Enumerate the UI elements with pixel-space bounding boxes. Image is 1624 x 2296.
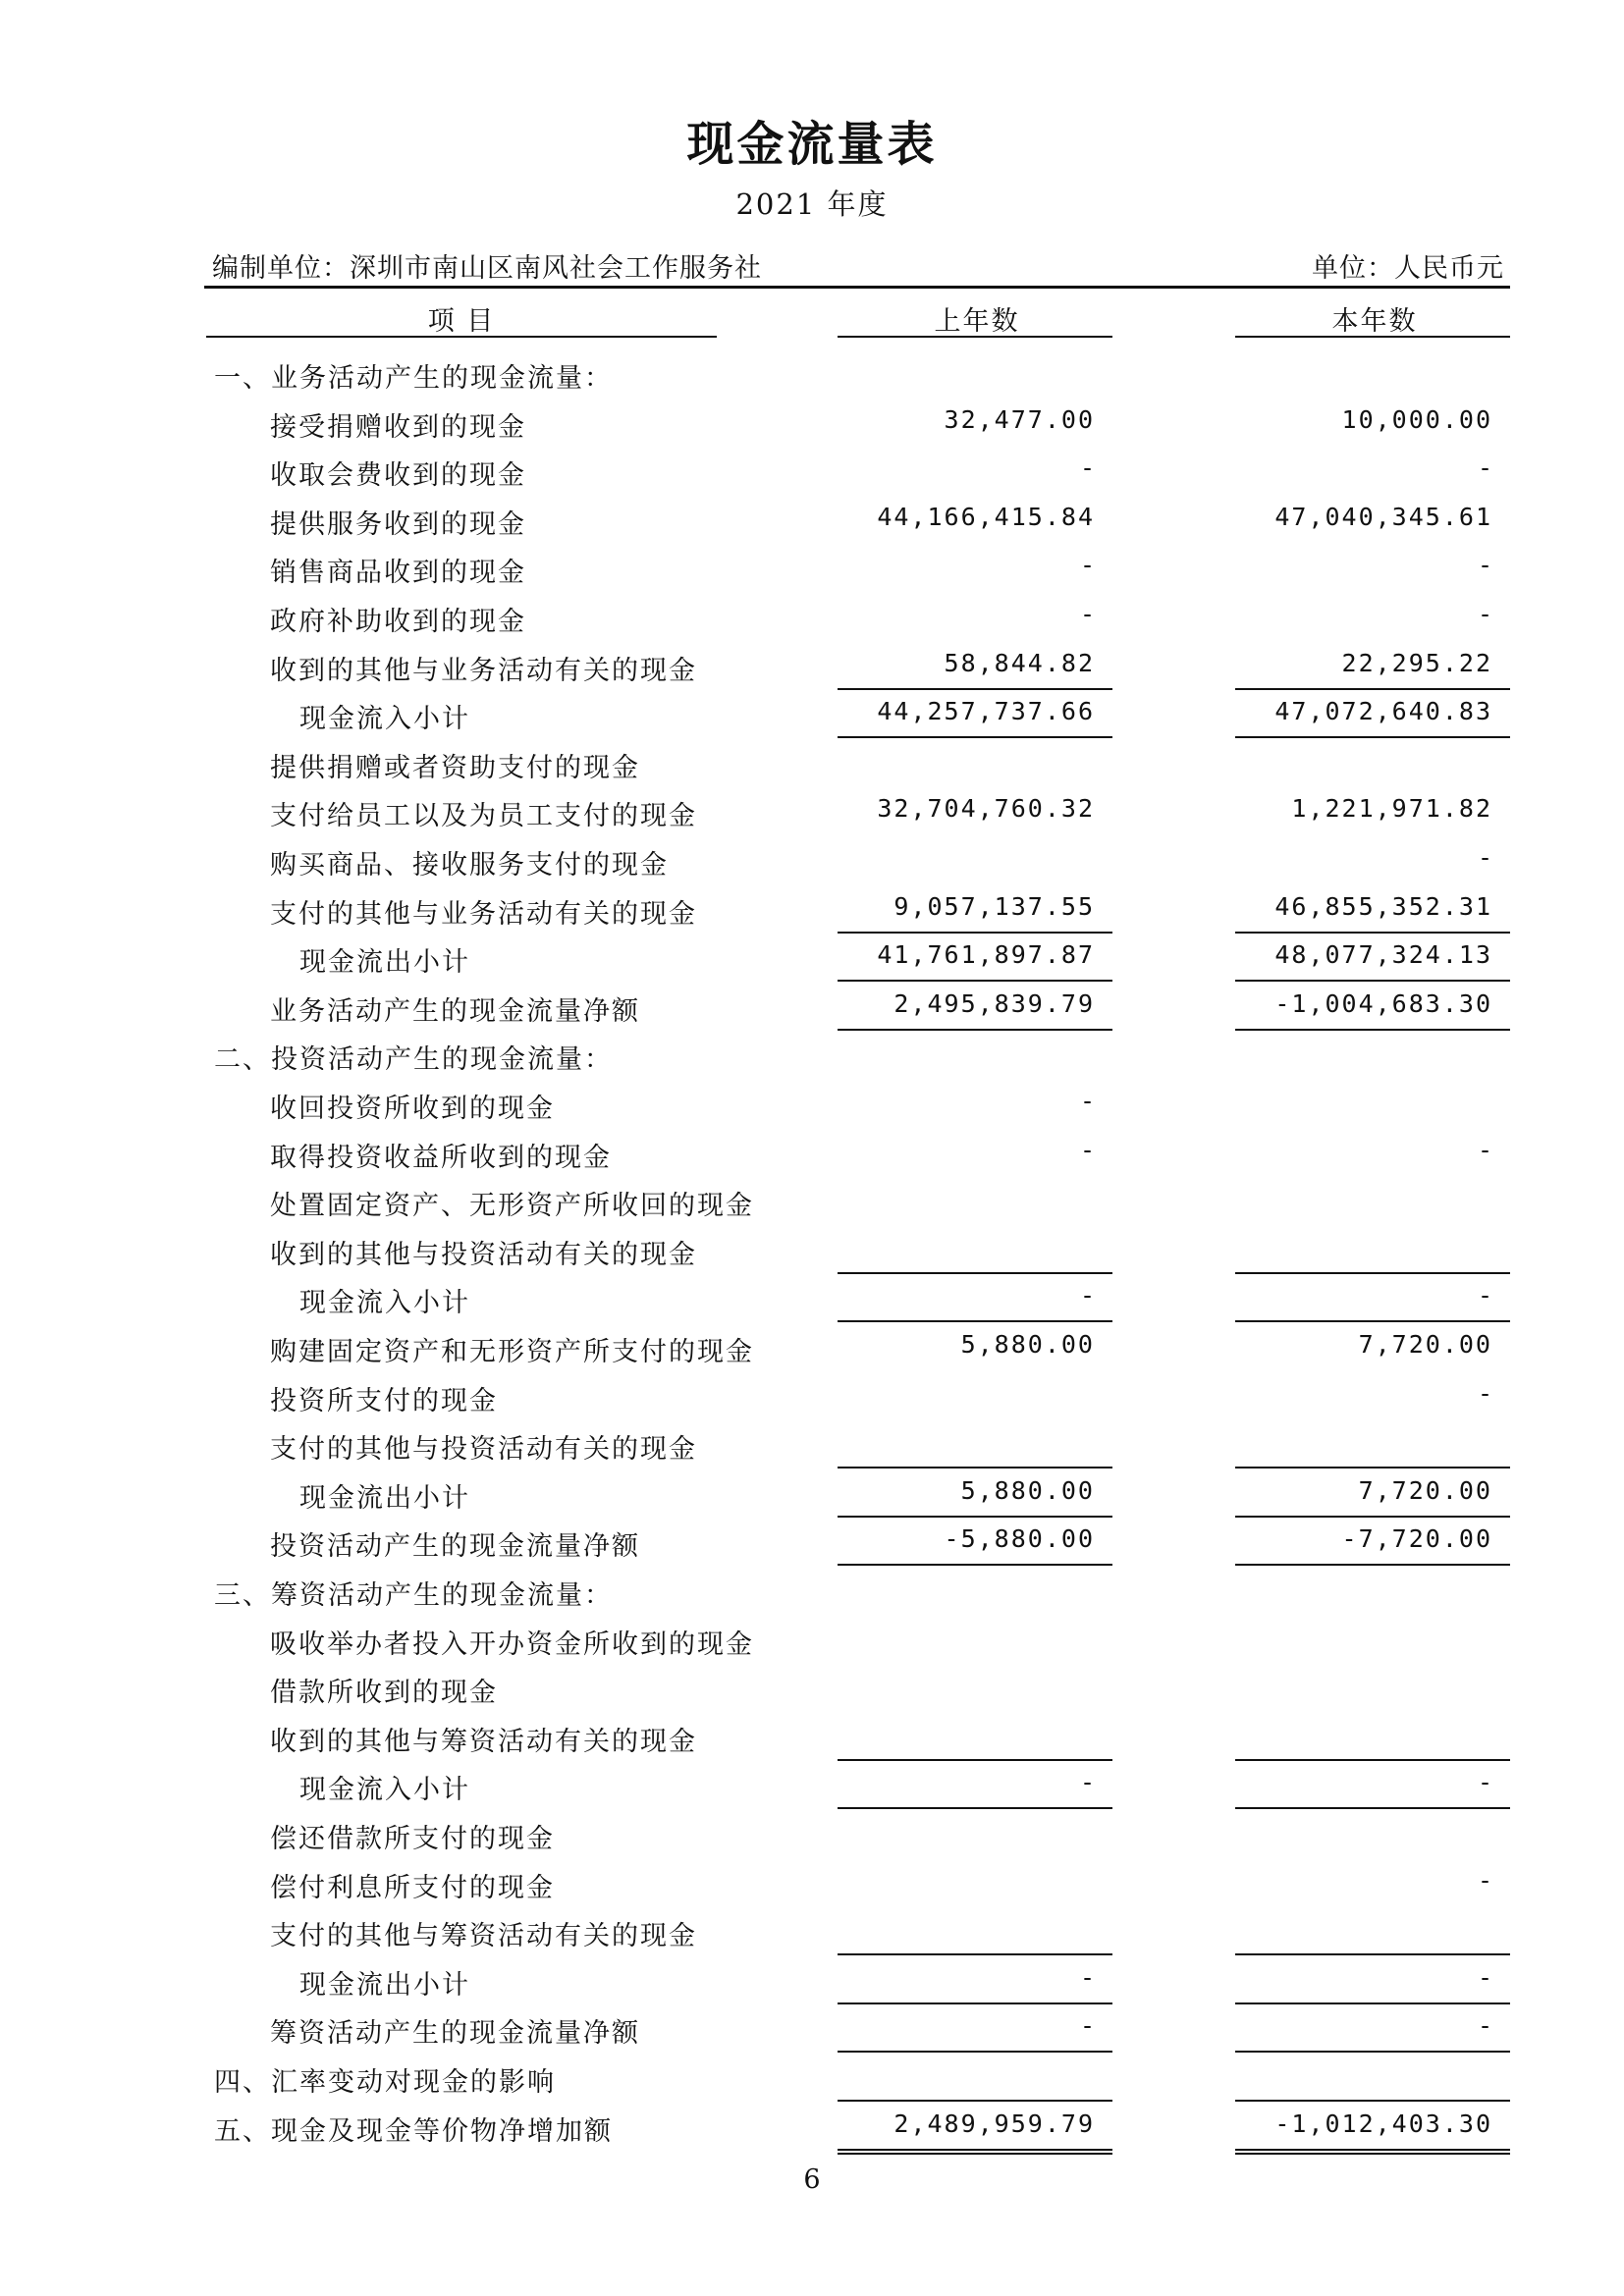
table-row <box>0 1324 1624 1373</box>
table-row <box>0 1617 1624 1666</box>
table-row <box>0 1032 1624 1081</box>
row-label: 偿还借款所支付的现金 <box>270 1824 555 1854</box>
table-row <box>0 1227 1624 1276</box>
underline-rule <box>1235 1516 1510 1518</box>
row-label: 收到的其他与筹资活动有关的现金 <box>270 1726 697 1757</box>
underline-rule <box>838 2149 1112 2151</box>
row-label: 购建固定资产和无形资产所支付的现金 <box>270 1337 754 1367</box>
underline-rule <box>1235 1320 1510 1322</box>
row-label: 支付给员工以及为员工支付的现金 <box>270 801 697 832</box>
row-label: 提供服务收到的现金 <box>270 508 526 540</box>
page-subtitle: 2021 年度 <box>735 187 889 221</box>
current-year-value: -7,720.00 <box>1341 1524 1492 1554</box>
row-label: 现金流入小计 <box>299 1288 470 1319</box>
underline-rule <box>838 1029 1112 1031</box>
row-label: 投资所支付的现金 <box>270 1385 498 1416</box>
table-row <box>0 1130 1624 1179</box>
prev-year-value: 32,704,760.32 <box>877 794 1095 824</box>
table-row <box>0 740 1624 789</box>
current-year-value: -1,012,403.30 <box>1274 2109 1492 2138</box>
underline-rule <box>838 1467 1112 1468</box>
current-year-value: 47,072,640.83 <box>1274 697 1492 726</box>
header-underline-prev <box>838 336 1112 338</box>
table-row <box>0 1178 1624 1227</box>
current-year-value: - <box>1477 551 1492 580</box>
table-row <box>0 448 1624 497</box>
table-row <box>0 1568 1624 1617</box>
underline-rule <box>838 736 1112 738</box>
prev-year-value: 58,844.82 <box>944 648 1095 677</box>
table-row <box>0 1811 1624 1860</box>
underline-rule <box>1235 688 1510 690</box>
row-label: 支付的其他与筹资活动有关的现金 <box>270 1921 697 1952</box>
underline-rule <box>1235 2051 1510 2053</box>
underline-rule <box>838 1320 1112 1322</box>
prev-year-value: 32,477.00 <box>944 404 1095 434</box>
prev-year-value: 41,761,897.87 <box>877 940 1095 970</box>
double-underline-rule <box>1235 2153 1510 2155</box>
table-row <box>0 400 1624 449</box>
table-row <box>0 1908 1624 1957</box>
row-label: 提供捐赠或者资助支付的现金 <box>270 752 640 783</box>
current-year-value: 47,040,345.61 <box>1274 502 1492 531</box>
row-label: 一、业务活动产生的现金流量： <box>214 363 613 394</box>
current-year-value: 10,000.00 <box>1341 404 1492 434</box>
current-year-value: - <box>1477 1962 1492 1992</box>
row-label: 政府补助收到的现金 <box>270 607 526 637</box>
underline-rule <box>1235 1029 1510 1031</box>
current-year-value: - <box>1477 1865 1492 1895</box>
table-row <box>0 1421 1624 1470</box>
table-row <box>0 1275 1624 1324</box>
column-header-prev-year: 上年数 <box>934 306 1020 337</box>
table-row <box>0 594 1624 643</box>
underline-rule <box>838 1759 1112 1761</box>
table-row <box>0 886 1624 935</box>
header-underline-curr <box>1235 336 1510 338</box>
prev-year-value: 44,257,737.66 <box>877 697 1095 726</box>
underline-rule <box>838 1807 1112 1809</box>
table-row <box>0 1714 1624 1763</box>
row-label: 三、筹资活动产生的现金流量： <box>214 1580 613 1611</box>
underline-rule <box>838 980 1112 982</box>
prev-year-value: - <box>1079 1281 1095 1310</box>
row-label: 支付的其他与投资活动有关的现金 <box>270 1434 697 1466</box>
underline-rule <box>1235 1564 1510 1566</box>
table-row <box>0 1519 1624 1568</box>
table-row <box>0 350 1624 400</box>
prev-year-value: 44,166,415.84 <box>877 502 1095 531</box>
row-label: 投资活动产生的现金流量净额 <box>270 1531 640 1563</box>
row-label: 处置固定资产、无形资产所收回的现金 <box>270 1191 754 1222</box>
underline-rule <box>1235 736 1510 738</box>
table-row <box>0 691 1624 740</box>
prev-year-value: - <box>1079 454 1095 483</box>
row-label: 偿付利息所支付的现金 <box>270 1872 555 1903</box>
underline-rule <box>838 2051 1112 2053</box>
current-year-value: - <box>1477 600 1492 628</box>
row-label: 支付的其他与业务活动有关的现金 <box>270 898 697 930</box>
current-year-value: - <box>1477 1378 1492 1408</box>
double-underline-rule <box>838 2153 1112 2155</box>
current-year-value: 46,855,352.31 <box>1274 891 1492 921</box>
row-label: 四、汇率变动对现金的影响 <box>214 2067 556 2098</box>
table-row <box>0 1470 1624 1520</box>
underline-rule <box>838 1953 1112 1955</box>
table-row <box>0 934 1624 984</box>
table-row <box>0 1081 1624 1130</box>
underline-rule <box>1235 2002 1510 2004</box>
prev-year-value: - <box>1079 1087 1095 1115</box>
row-label: 现金流出小计 <box>299 1969 470 2001</box>
underline-rule <box>1235 1953 1510 1955</box>
current-year-value: - <box>1477 2011 1492 2041</box>
table-row <box>0 984 1624 1033</box>
current-year-value: 7,720.00 <box>1358 1475 1492 1505</box>
page-title: 现金流量表 <box>686 117 938 172</box>
prev-year-value: 5,880.00 <box>960 1475 1095 1505</box>
column-header-current-year: 本年数 <box>1331 306 1418 337</box>
table-row <box>0 545 1624 594</box>
organization-label: 编制单位：深圳市南山区南风社会工作服务社 <box>212 253 762 284</box>
current-year-value: -1,004,683.30 <box>1274 988 1492 1018</box>
current-year-value: 22,295.22 <box>1341 648 1492 677</box>
underline-rule <box>1235 2149 1510 2151</box>
current-year-value: 1,221,971.82 <box>1291 794 1492 824</box>
table-row <box>0 643 1624 692</box>
row-label: 筹资活动产生的现金流量净额 <box>270 2018 640 2050</box>
row-label: 借款所收到的现金 <box>270 1678 498 1709</box>
underline-rule <box>838 2100 1112 2102</box>
table-row <box>0 2104 1624 2153</box>
current-year-value: - <box>1477 843 1492 872</box>
table-row <box>0 497 1624 546</box>
row-label: 购买商品、接收服务支付的现金 <box>270 850 669 881</box>
current-year-value: - <box>1477 1281 1492 1310</box>
table-row <box>0 1860 1624 1909</box>
current-year-value: 7,720.00 <box>1358 1330 1492 1359</box>
row-label: 现金流出小计 <box>299 1482 470 1514</box>
underline-rule <box>1235 932 1510 934</box>
underline-rule <box>1235 1467 1510 1468</box>
table-row <box>0 837 1624 886</box>
underline-rule <box>838 2002 1112 2004</box>
prev-year-value: - <box>1079 551 1095 580</box>
row-label: 接受捐赠收到的现金 <box>270 411 526 443</box>
row-label: 收到的其他与业务活动有关的现金 <box>270 655 697 686</box>
table-row <box>0 1957 1624 2006</box>
header-underline-item <box>206 336 717 338</box>
underline-rule <box>1235 1759 1510 1761</box>
row-label: 业务活动产生的现金流量净额 <box>270 995 640 1027</box>
prev-year-value: - <box>1079 2011 1095 2041</box>
row-label: 取得投资收益所收到的现金 <box>270 1142 612 1173</box>
underline-rule <box>838 688 1112 690</box>
row-label: 五、现金及现金等价物净增加额 <box>214 2115 613 2147</box>
column-header-item: 项 目 <box>427 306 496 337</box>
prev-year-value: - <box>1079 1962 1095 1992</box>
prev-year-value: - <box>1079 600 1095 628</box>
row-label: 二、投资活动产生的现金流量： <box>214 1044 613 1076</box>
table-row <box>0 788 1624 837</box>
prev-year-value: 5,880.00 <box>960 1330 1095 1359</box>
currency-unit-label: 单位：人民币元 <box>1312 253 1504 284</box>
prev-year-value: - <box>1079 1768 1095 1797</box>
row-label: 吸收举办者投入开办资金所收到的现金 <box>270 1629 754 1660</box>
row-label: 现金流入小计 <box>299 1775 470 1806</box>
row-label: 现金流入小计 <box>299 704 470 735</box>
table-row <box>0 1762 1624 1811</box>
header-top-rule <box>204 286 1510 289</box>
current-year-value: 48,077,324.13 <box>1274 940 1492 970</box>
underline-rule <box>1235 1807 1510 1809</box>
row-label: 现金流出小计 <box>299 947 470 979</box>
page-number: 6 <box>803 2164 821 2195</box>
row-label: 销售商品收到的现金 <box>270 558 526 589</box>
underline-rule <box>838 1272 1112 1274</box>
table-row <box>0 1373 1624 1422</box>
prev-year-value: 2,495,839.79 <box>893 988 1095 1018</box>
underline-rule <box>838 932 1112 934</box>
prev-year-value: - <box>1079 1135 1095 1164</box>
current-year-value: - <box>1477 454 1492 483</box>
current-year-value: - <box>1477 1135 1492 1164</box>
row-label: 收到的其他与投资活动有关的现金 <box>270 1239 697 1270</box>
table-row <box>0 1665 1624 1714</box>
underline-rule <box>1235 980 1510 982</box>
row-label: 收取会费收到的现金 <box>270 460 526 492</box>
prev-year-value: -5,880.00 <box>944 1524 1095 1554</box>
current-year-value: - <box>1477 1768 1492 1797</box>
row-label: 收回投资所收到的现金 <box>270 1094 555 1124</box>
underline-rule <box>838 1516 1112 1518</box>
underline-rule <box>838 1564 1112 1566</box>
prev-year-value: 2,489,959.79 <box>893 2109 1095 2138</box>
table-row <box>0 2005 1624 2055</box>
table-row <box>0 2055 1624 2104</box>
underline-rule <box>1235 2100 1510 2102</box>
underline-rule <box>1235 1272 1510 1274</box>
prev-year-value: 9,057,137.55 <box>893 891 1095 921</box>
